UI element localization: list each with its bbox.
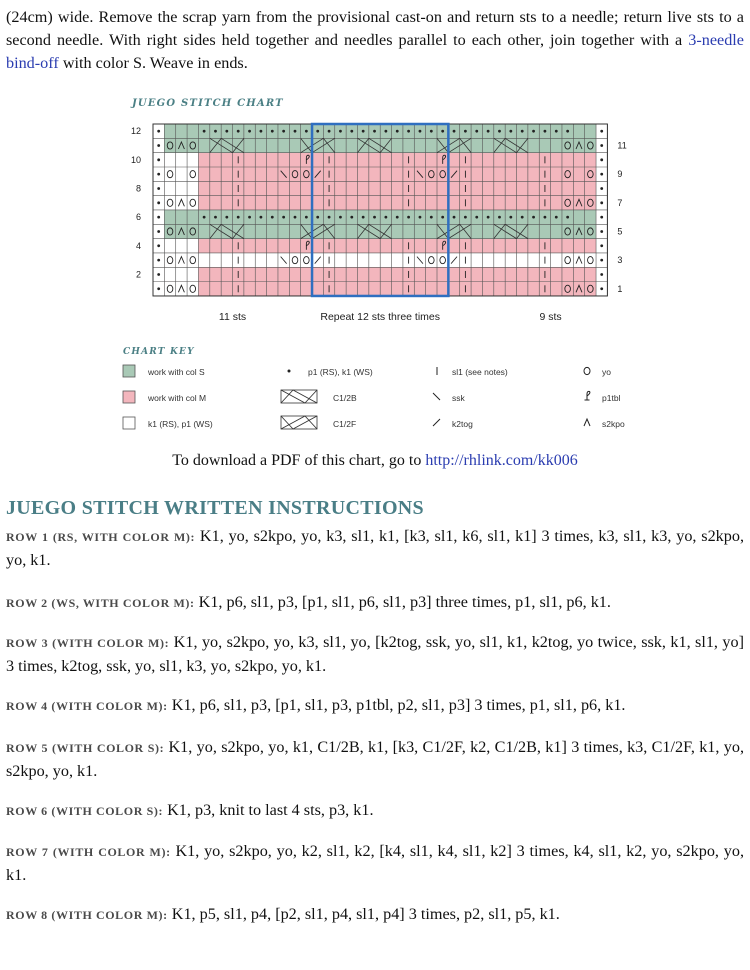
row-number-right: 5 [617,226,623,237]
purl-dot [600,230,603,233]
knit-cell [505,253,516,267]
key-label-p1tbl: p1tbl [602,393,621,403]
intro-paragraph [6,6,744,75]
row-number-left: 8 [135,183,141,194]
knit-cell [437,253,448,267]
purl-dot [260,216,263,219]
purl-dot [157,187,160,190]
purl-dot [419,130,422,133]
purl-dot [555,216,558,219]
purl-dot [407,130,410,133]
knit-cell [176,267,187,281]
color-s-swatch [123,365,135,377]
chart-key-title: CHART KEY [123,347,195,357]
row-8-instruction [6,903,744,927]
purl-dot [600,244,603,247]
knit-cell [380,253,391,267]
purl-dot [396,216,399,219]
row-7-instruction [6,840,744,887]
knit-cell [573,253,584,267]
knit-cell [244,253,255,267]
purl-dot [544,216,547,219]
purl-dot [464,216,467,219]
knit-cell [164,181,175,195]
knit-cell [164,239,175,253]
knit-stitch-swatch [123,417,135,429]
purl-dot [350,216,353,219]
purl-dot [305,216,308,219]
purl-dot [453,130,456,133]
stitch-chart-figure [115,92,635,442]
row-label: ROW 4 (WITH COLOR M): [6,699,168,713]
knit-cell [164,253,175,267]
purl-dot [498,216,501,219]
knit-cell [164,196,175,210]
purl-dot [384,216,387,219]
purl-dot [566,130,569,133]
section-labels [219,311,562,323]
key-label-sl1: sl1 (see notes) [452,367,508,377]
row-1-instruction [6,525,744,572]
row-label: ROW 6 (WITH COLOR S): [6,804,164,818]
knit-cell [187,239,198,253]
purl-dot [373,216,376,219]
knit-cell [176,153,187,167]
knit-cell [187,282,198,296]
section-label: 9 sts [539,310,562,323]
key-label-k1: k1 (RS), p1 (WS) [148,419,213,429]
knit-cell [187,196,198,210]
purl-dot [362,130,365,133]
purl-dot [430,216,433,219]
row-4-instruction [6,694,744,718]
purl-dot [407,216,410,219]
knit-cell [369,253,380,267]
knit-cell [164,282,175,296]
row-number-right: 9 [617,169,623,180]
knit-cell [551,253,562,267]
purl-dot [441,216,444,219]
purl-dot [157,144,160,147]
intro-text-before: (24cm) wide. Remove the scrap yarn from the provisional cast-on and return sts to a needle; return live sts to a second needle. With right sides held together and needles parallel to each other, join together with a [6,8,744,49]
row-5-instruction [6,736,744,783]
purl-dot [419,216,422,219]
row-label: ROW 2 (WS, WITH COLOR M): [6,596,195,610]
purl-dot [305,130,308,133]
row-label: ROW 1 (RS, WITH COLOR M): [6,530,196,544]
purl-dot [339,130,342,133]
row-label: ROW 5 (WITH COLOR S): [6,741,165,755]
row-label: ROW 8 (WITH COLOR M): [6,908,168,922]
knit-cell [221,253,232,267]
row-text: K1, yo, s2kpo, yo, k1, C1/2B, k1, [k3, C1/2F, k2, C1/2B, k1] 3 times, k3, C1/2F, k1, yo, s2kpo, yo, k1. [6,738,744,780]
chart-pdf-link[interactable]: http://rhlink.com/kk006 [425,452,578,469]
purl-dot [271,216,274,219]
knit-cell [289,253,300,267]
purl-dot [600,144,603,147]
key-label-c1-2f: C1/2F [333,419,357,429]
section-label: Repeat 12 sts three times [320,310,441,323]
key-label-yo: yo [602,367,611,377]
color-m-swatch [123,391,135,403]
intro-text-after: with color S. Weave in ends. [58,54,248,72]
knit-cell [357,253,368,267]
purl-dot [544,130,547,133]
knit-cell [187,153,198,167]
instructions-heading: JUEGO STITCH WRITTEN INSTRUCTIONS [6,497,424,519]
purl-dot [225,216,228,219]
ssk-icon [433,393,440,400]
purl-dot [555,130,558,133]
purl-dot [203,130,206,133]
purl-dot [225,130,228,133]
purl-dot [214,216,217,219]
purl-dot [600,259,603,262]
purl-dot [316,216,319,219]
purl-dot [566,216,569,219]
purl-dot [475,130,478,133]
purl-dot [453,216,456,219]
purl-dot [532,216,535,219]
row-3-instruction [6,631,744,678]
purl-dot [157,173,160,176]
purl-dot [157,216,160,219]
knit-cell [517,253,528,267]
chart-grid-lines [153,124,607,296]
download-line [0,452,750,470]
purl-dot [328,130,331,133]
key-label-col-s: work with col S [148,367,205,377]
purl-dot [157,287,160,290]
purl-dot [214,130,217,133]
purl-dot [271,130,274,133]
purl-dot [157,244,160,247]
knit-cell [562,253,573,267]
key-label-col-m: work with col M [148,393,207,403]
knit-cell [187,253,198,267]
row-text: K1, p3, knit to last 4 sts, p3, k1. [163,801,374,819]
row-label: ROW 7 (WITH COLOR M): [6,845,171,859]
purl-dot [316,130,319,133]
purl-dot [203,216,206,219]
purl-dot [157,201,160,204]
yarn-over-icon [584,367,590,374]
stitch-chart [115,92,635,442]
knit-cell [426,253,437,267]
key-label-k2tog: k2tog [452,419,473,429]
purl-dot [521,216,524,219]
knit-cell [176,239,187,253]
row-text: K1, yo, s2kpo, yo, k3, sl1, k1, [k3, sl1, k6, sl1, k1] 3 times, k3, sl1, k3, yo, s2kpo, yo, k1. [6,527,744,569]
row-number-left: 2 [135,269,141,280]
knit-cell [482,253,493,267]
purl-dot [600,216,603,219]
purl-dot [600,201,603,204]
purl-dot [600,158,603,161]
knit-cell [528,253,539,267]
knit-cell [176,282,187,296]
purl-dot [600,187,603,190]
knit-cell [471,253,482,267]
purl-dot [521,130,524,133]
knit-cell [301,253,312,267]
purl-dot [600,173,603,176]
knit-cell [494,253,505,267]
purl-dot [487,130,490,133]
row-number-left: 12 [130,126,141,137]
purl-dot [294,216,297,219]
chart-title: JUEGO STITCH CHART [132,98,284,109]
row-number-left: 4 [135,240,141,251]
knit-cell [164,167,175,181]
purl-dot [600,130,603,133]
knit-cell [210,253,221,267]
knit-cell [198,253,209,267]
purl-dot [157,130,160,133]
section-label: 11 sts [218,310,247,323]
download-text: To download a PDF of this chart, go to [172,452,426,469]
p1tbl-icon [585,391,590,400]
three-needle-bind-off-link[interactable]: 3-needle bind-off [6,31,744,72]
purl-dot [339,216,342,219]
key-label-p1: p1 (RS), k1 (WS) [308,367,373,377]
row-text: K1, p5, sl1, p4, [p2, sl1, p4, sl1, p4] 3 times, p2, sl1, p5, k1. [167,905,560,923]
knit-cell [346,253,357,267]
purl-dot [260,130,263,133]
purl-dot [157,158,160,161]
knit-cell [335,253,346,267]
cable-c1-2f-icon [281,416,317,429]
purl-dot [157,259,160,262]
row-number-left: 10 [130,154,141,165]
row-number-right: 3 [617,255,623,266]
purl-dot [248,130,251,133]
purl-dot [498,130,501,133]
knit-cell [187,167,198,181]
purl-dot [396,130,399,133]
purl-dot [362,216,365,219]
key-label-s2kpo: s2kpo [602,419,625,429]
purl-dot [475,216,478,219]
purl-dot [157,273,160,276]
purl-dot [509,130,512,133]
purl-dot-icon [288,370,291,373]
purl-dot [237,216,240,219]
k2tog-icon [433,419,440,426]
purl-dot [430,130,433,133]
purl-dot [441,130,444,133]
key-label-ssk: ssk [452,393,465,403]
row-2-instruction [6,591,744,615]
row-text: K1, p6, sl1, p3, [p1, sl1, p6, sl1, p3] three times, p1, sl1, p6, k1. [194,593,611,611]
knit-cell [164,267,175,281]
s2kpo-icon [584,419,590,426]
row-number-right: 7 [617,197,623,208]
knit-cell [392,253,403,267]
purl-dot [282,130,285,133]
purl-dot [464,130,467,133]
row-number-right: 1 [617,283,623,294]
row-label: ROW 3 (WITH COLOR M): [6,636,170,650]
purl-dot [237,130,240,133]
purl-dot [328,216,331,219]
row-6-instruction [6,799,744,823]
cable-c1-2b-icon [281,390,317,403]
knit-cell [585,253,596,267]
purl-dot [373,130,376,133]
purl-dot [509,216,512,219]
row-number-left: 6 [135,212,141,223]
knit-cell [267,253,278,267]
purl-dot [487,216,490,219]
purl-dot [600,287,603,290]
knit-cell [176,167,187,181]
row-text: K1, p6, sl1, p3, [p1, sl1, p3, p1tbl, p2, sl1, p3] 3 times, p1, sl1, p6, k1. [167,696,626,714]
row-text: K1, yo, s2kpo, yo, k3, sl1, yo, [k2tog, ssk, yo, sl1, k1, k2tog, yo twice, ssk, k1, sl1, yo] 3 times, k2tog, ssk, yo, sl1, k3, yo, s2kpo, yo, k1. [6,633,744,675]
purl-dot [600,273,603,276]
knit-cell [176,181,187,195]
purl-dot [532,130,535,133]
purl-dot [248,216,251,219]
knit-cell [187,267,198,281]
knit-cell [187,181,198,195]
purl-dot [282,216,285,219]
row-number-right: 11 [617,140,627,151]
purl-dot [350,130,353,133]
knit-cell [164,153,175,167]
row-text: K1, yo, s2kpo, yo, k2, sl1, k2, [k4, sl1, k4, sl1, k2] 3 times, k4, sl1, k2, yo, s2kpo, yo, k1. [6,842,744,884]
knit-cell [255,253,266,267]
knit-cell [176,253,187,267]
purl-dot [384,130,387,133]
purl-dot [294,130,297,133]
key-label-c1-2b: C1/2B [333,393,357,403]
knit-cell [176,196,187,210]
purl-dot [157,230,160,233]
